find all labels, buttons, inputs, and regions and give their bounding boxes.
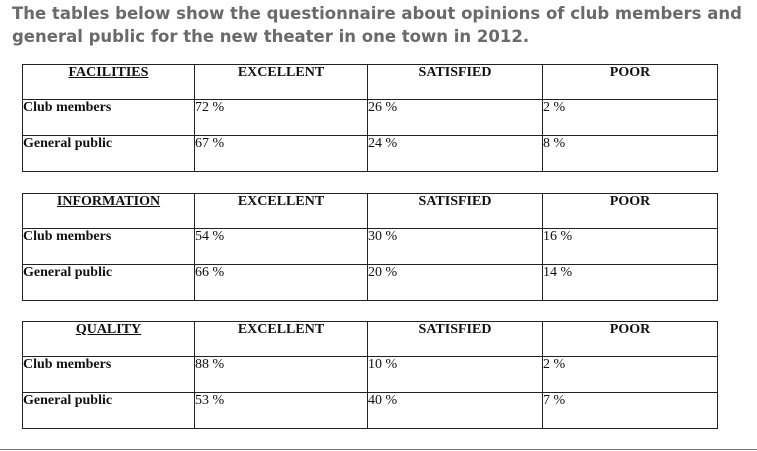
information-table [22,193,718,301]
cell-value: 26 % [368,100,543,136]
facilities-table [22,64,718,172]
cell-value: 2 % [543,100,718,136]
cell-value: 30 % [368,229,543,265]
table-header-row [23,194,718,229]
column-header-poor: POOR [543,65,718,100]
row-label: General public [23,136,195,172]
row-label: General public [23,393,195,429]
cell-value: 40 % [368,393,543,429]
column-header-satisfied: SATISFIED [368,65,543,100]
cell-value: 7 % [543,393,718,429]
table-row [23,393,718,429]
page-title: The tables below show the questionnaire about opinions of club members and general public for the new theater in one town in 2012. [12,4,742,46]
cell-value: 2 % [543,357,718,393]
row-label: Club members [23,229,195,265]
column-header-excellent: EXCELLENT [195,322,368,357]
cell-value: 72 % [195,100,368,136]
table-row [23,265,718,301]
table-header-row [23,65,718,100]
table-heading: QUALITY [23,322,195,357]
quality-table [22,321,718,429]
column-header-excellent: EXCELLENT [195,194,368,229]
table-row [23,100,718,136]
cell-value: 54 % [195,229,368,265]
column-header-satisfied: SATISFIED [368,322,543,357]
cell-value: 88 % [195,357,368,393]
cell-value: 14 % [543,265,718,301]
table-header-row [23,322,718,357]
row-label: Club members [23,357,195,393]
column-header-poor: POOR [543,322,718,357]
column-header-satisfied: SATISFIED [368,194,543,229]
cell-value: 10 % [368,357,543,393]
table-row [23,136,718,172]
table-row [23,357,718,393]
table-row [23,229,718,265]
cell-value: 8 % [543,136,718,172]
cell-value: 16 % [543,229,718,265]
row-label: Club members [23,100,195,136]
bottom-divider [0,449,757,450]
cell-value: 53 % [195,393,368,429]
row-label: General public [23,265,195,301]
cell-value: 24 % [368,136,543,172]
cell-value: 20 % [368,265,543,301]
column-header-poor: POOR [543,194,718,229]
column-header-excellent: EXCELLENT [195,65,368,100]
cell-value: 67 % [195,136,368,172]
table-heading: INFORMATION [23,194,195,229]
table-heading: FACILITIES [23,65,195,100]
cell-value: 66 % [195,265,368,301]
